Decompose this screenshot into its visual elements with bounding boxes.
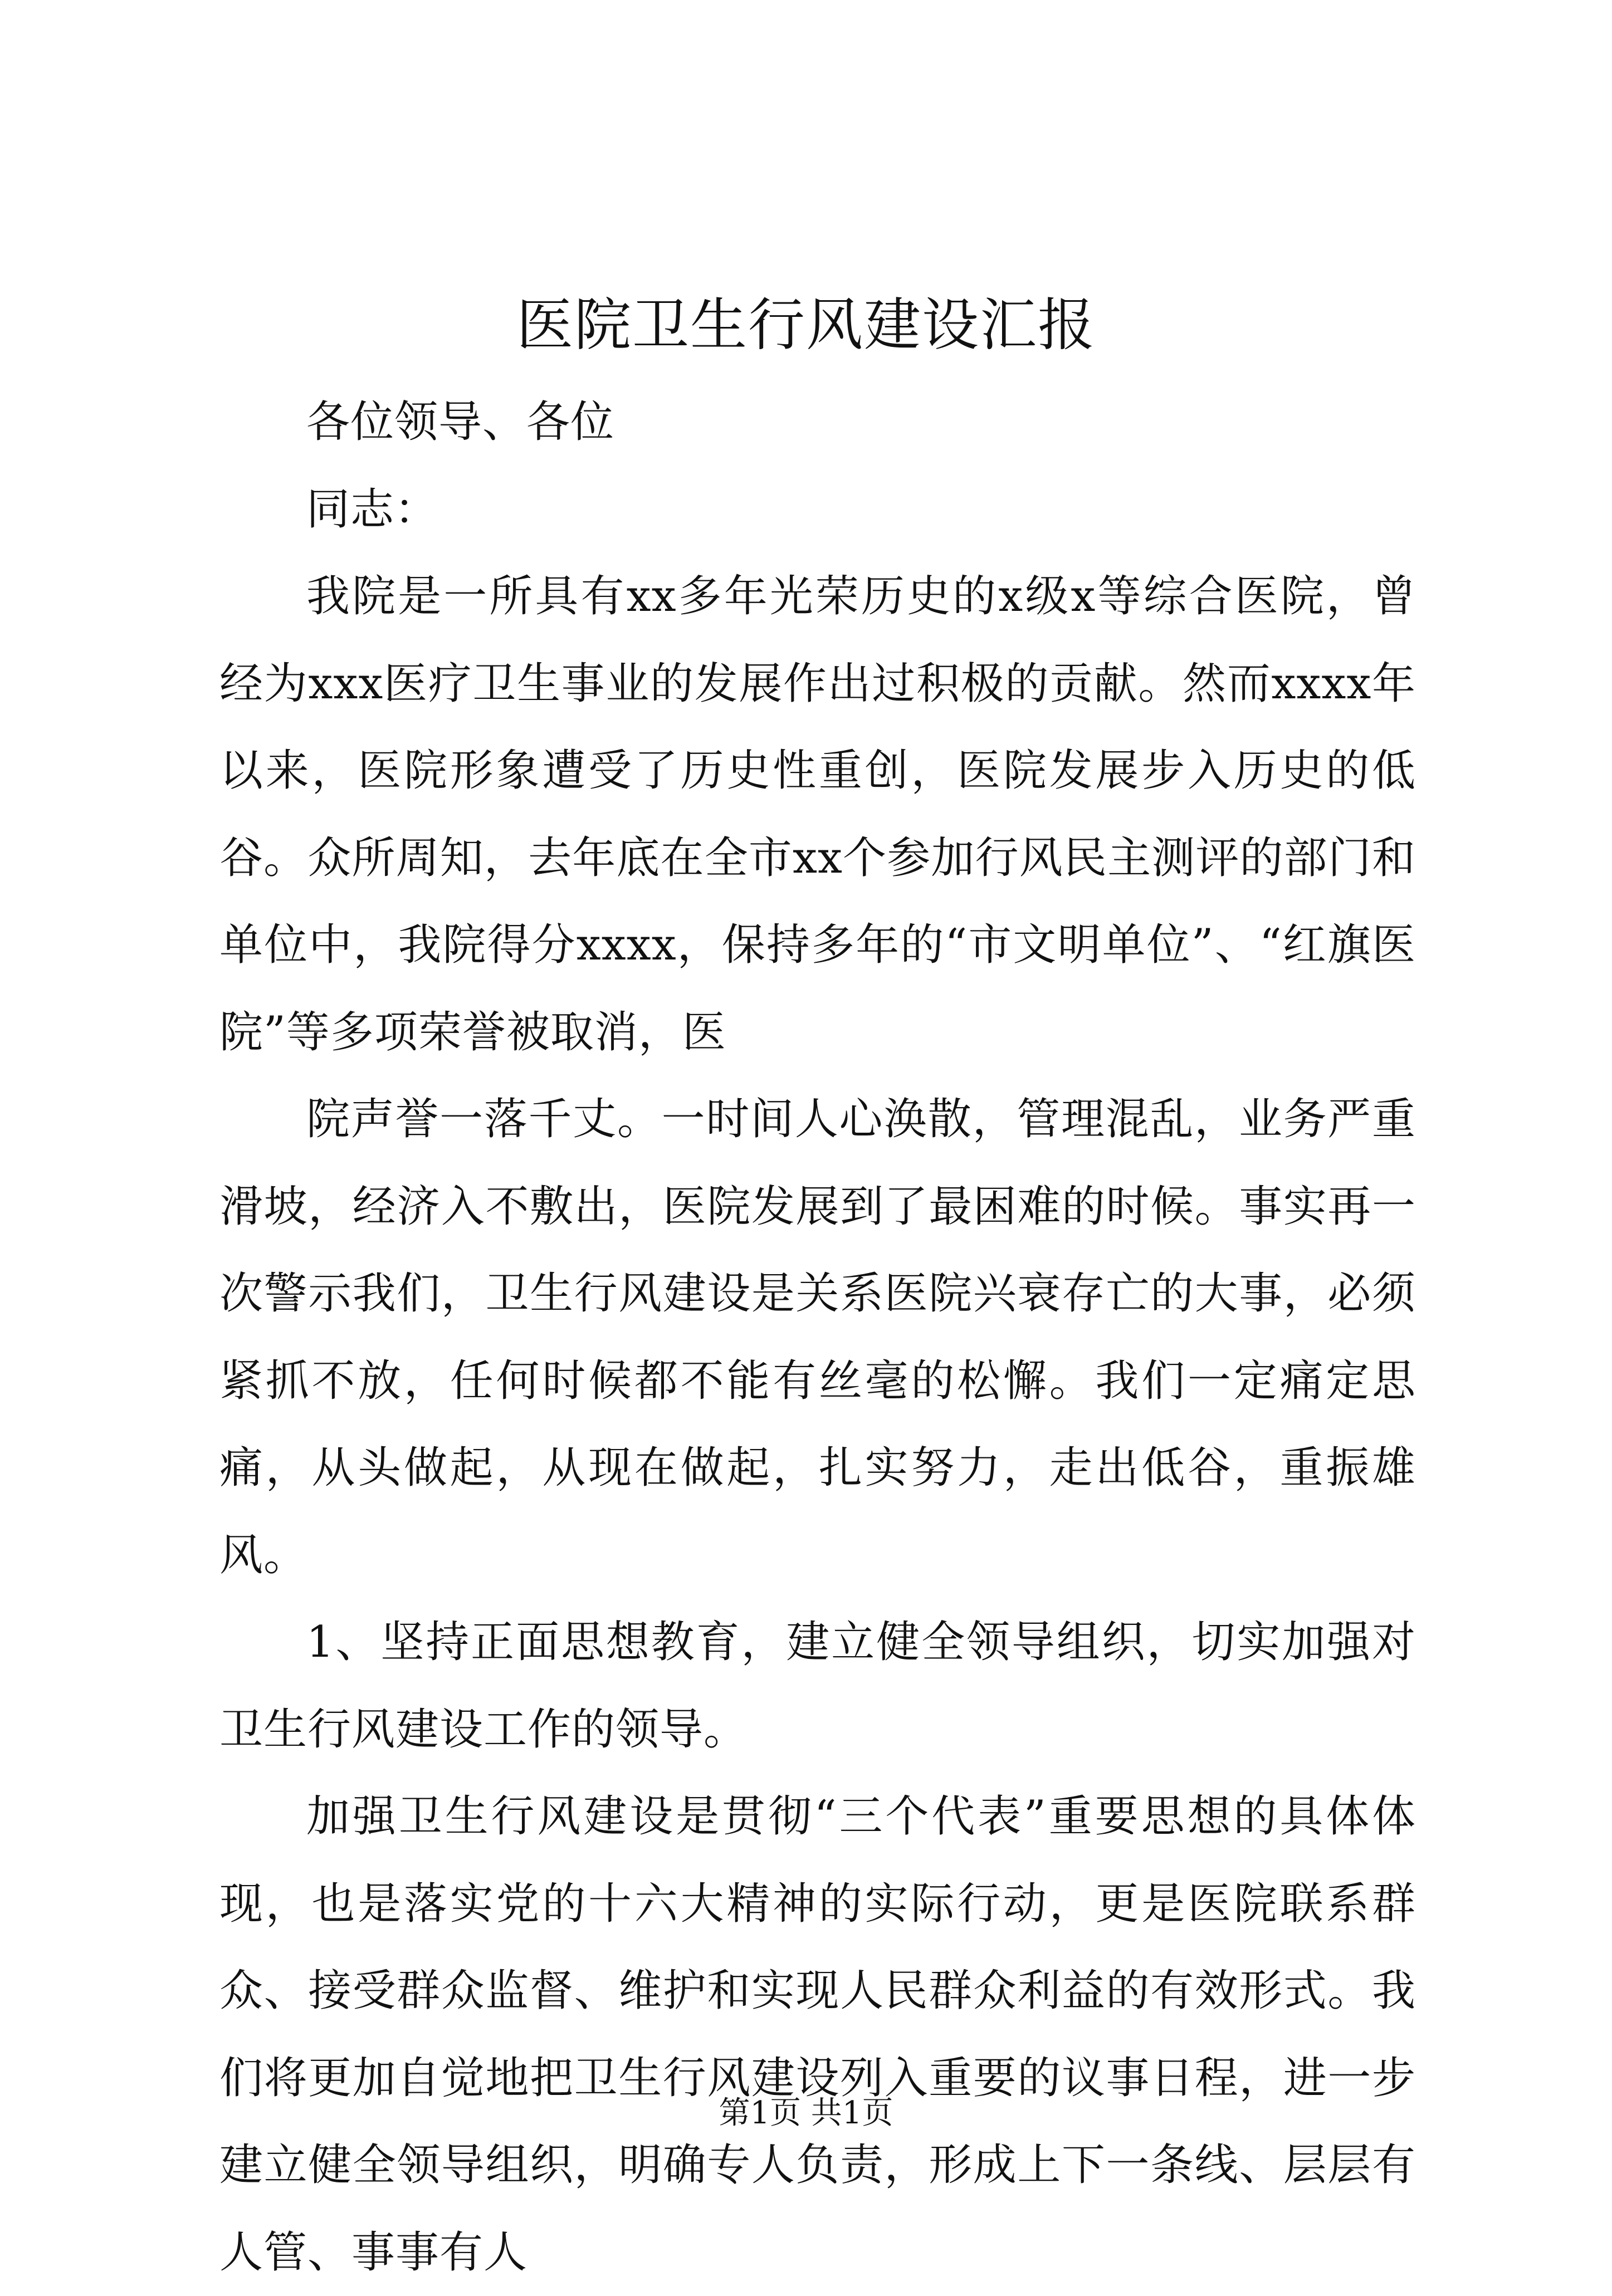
salutation-line-1: 各位领导、各位 — [306, 397, 615, 447]
salutation-line-2: 同志： — [306, 484, 439, 535]
paragraph-reputation-decline: 院声誉一落千丈。一时间人心涣散，管理混乱，业务严重滑坡，经济入不敷出，医院发展到了最困难的时候。事实再一次警示我们，卫生行风建设是关系医院兴衰存亡的大事，必须紧抓不放，任何时候都不能有丝毫的松懈。我们一定痛定思痛，从头做起，从现在做起，扎实努力，走出低谷，重振雄风。 — [219, 1094, 1416, 1580]
paragraph-point-1-heading: 1、坚持正面思想教育，建立健全领导组织，切实加强对卫生行风建设工作的领导。 — [219, 1617, 1416, 1755]
document-title: 医院卫生行风建设汇报 — [516, 292, 1096, 359]
paragraph-point-1-body: 加强卫生行风建设是贯彻“三个代表”重要思想的具体体现，也是落实党的十六大精神的实际行动，更是医院联系群众、接受群众监督、维护和实现人民群众利益的有效形式。我们将更加自觉地把卫生行风建设列入重要的议事日程，进一步建立健全领导组织，明确专人负责，形成上下一条线、层层有人管、事事有人 — [219, 1791, 1416, 2278]
paragraph-hospital-history: 我院是一所具有xx多年光荣历史的x级x等综合医院，曾经为xxx医疗卫生事业的发展作出过积极的贡献。然而xxxx年以来，医院形象遭受了历史性重创，医院发展步入历史的低谷。众所周知，去年底在全市xx个参加行风民主测评的部门和单位中，我院得分xxxx，保持多年的“市文明单位”、“红旗医院”等多项荣誉被取消，医 — [219, 571, 1416, 1058]
document-body — [219, 379, 1416, 2296]
page-footer: 第1页 共1页 — [719, 2095, 893, 2131]
